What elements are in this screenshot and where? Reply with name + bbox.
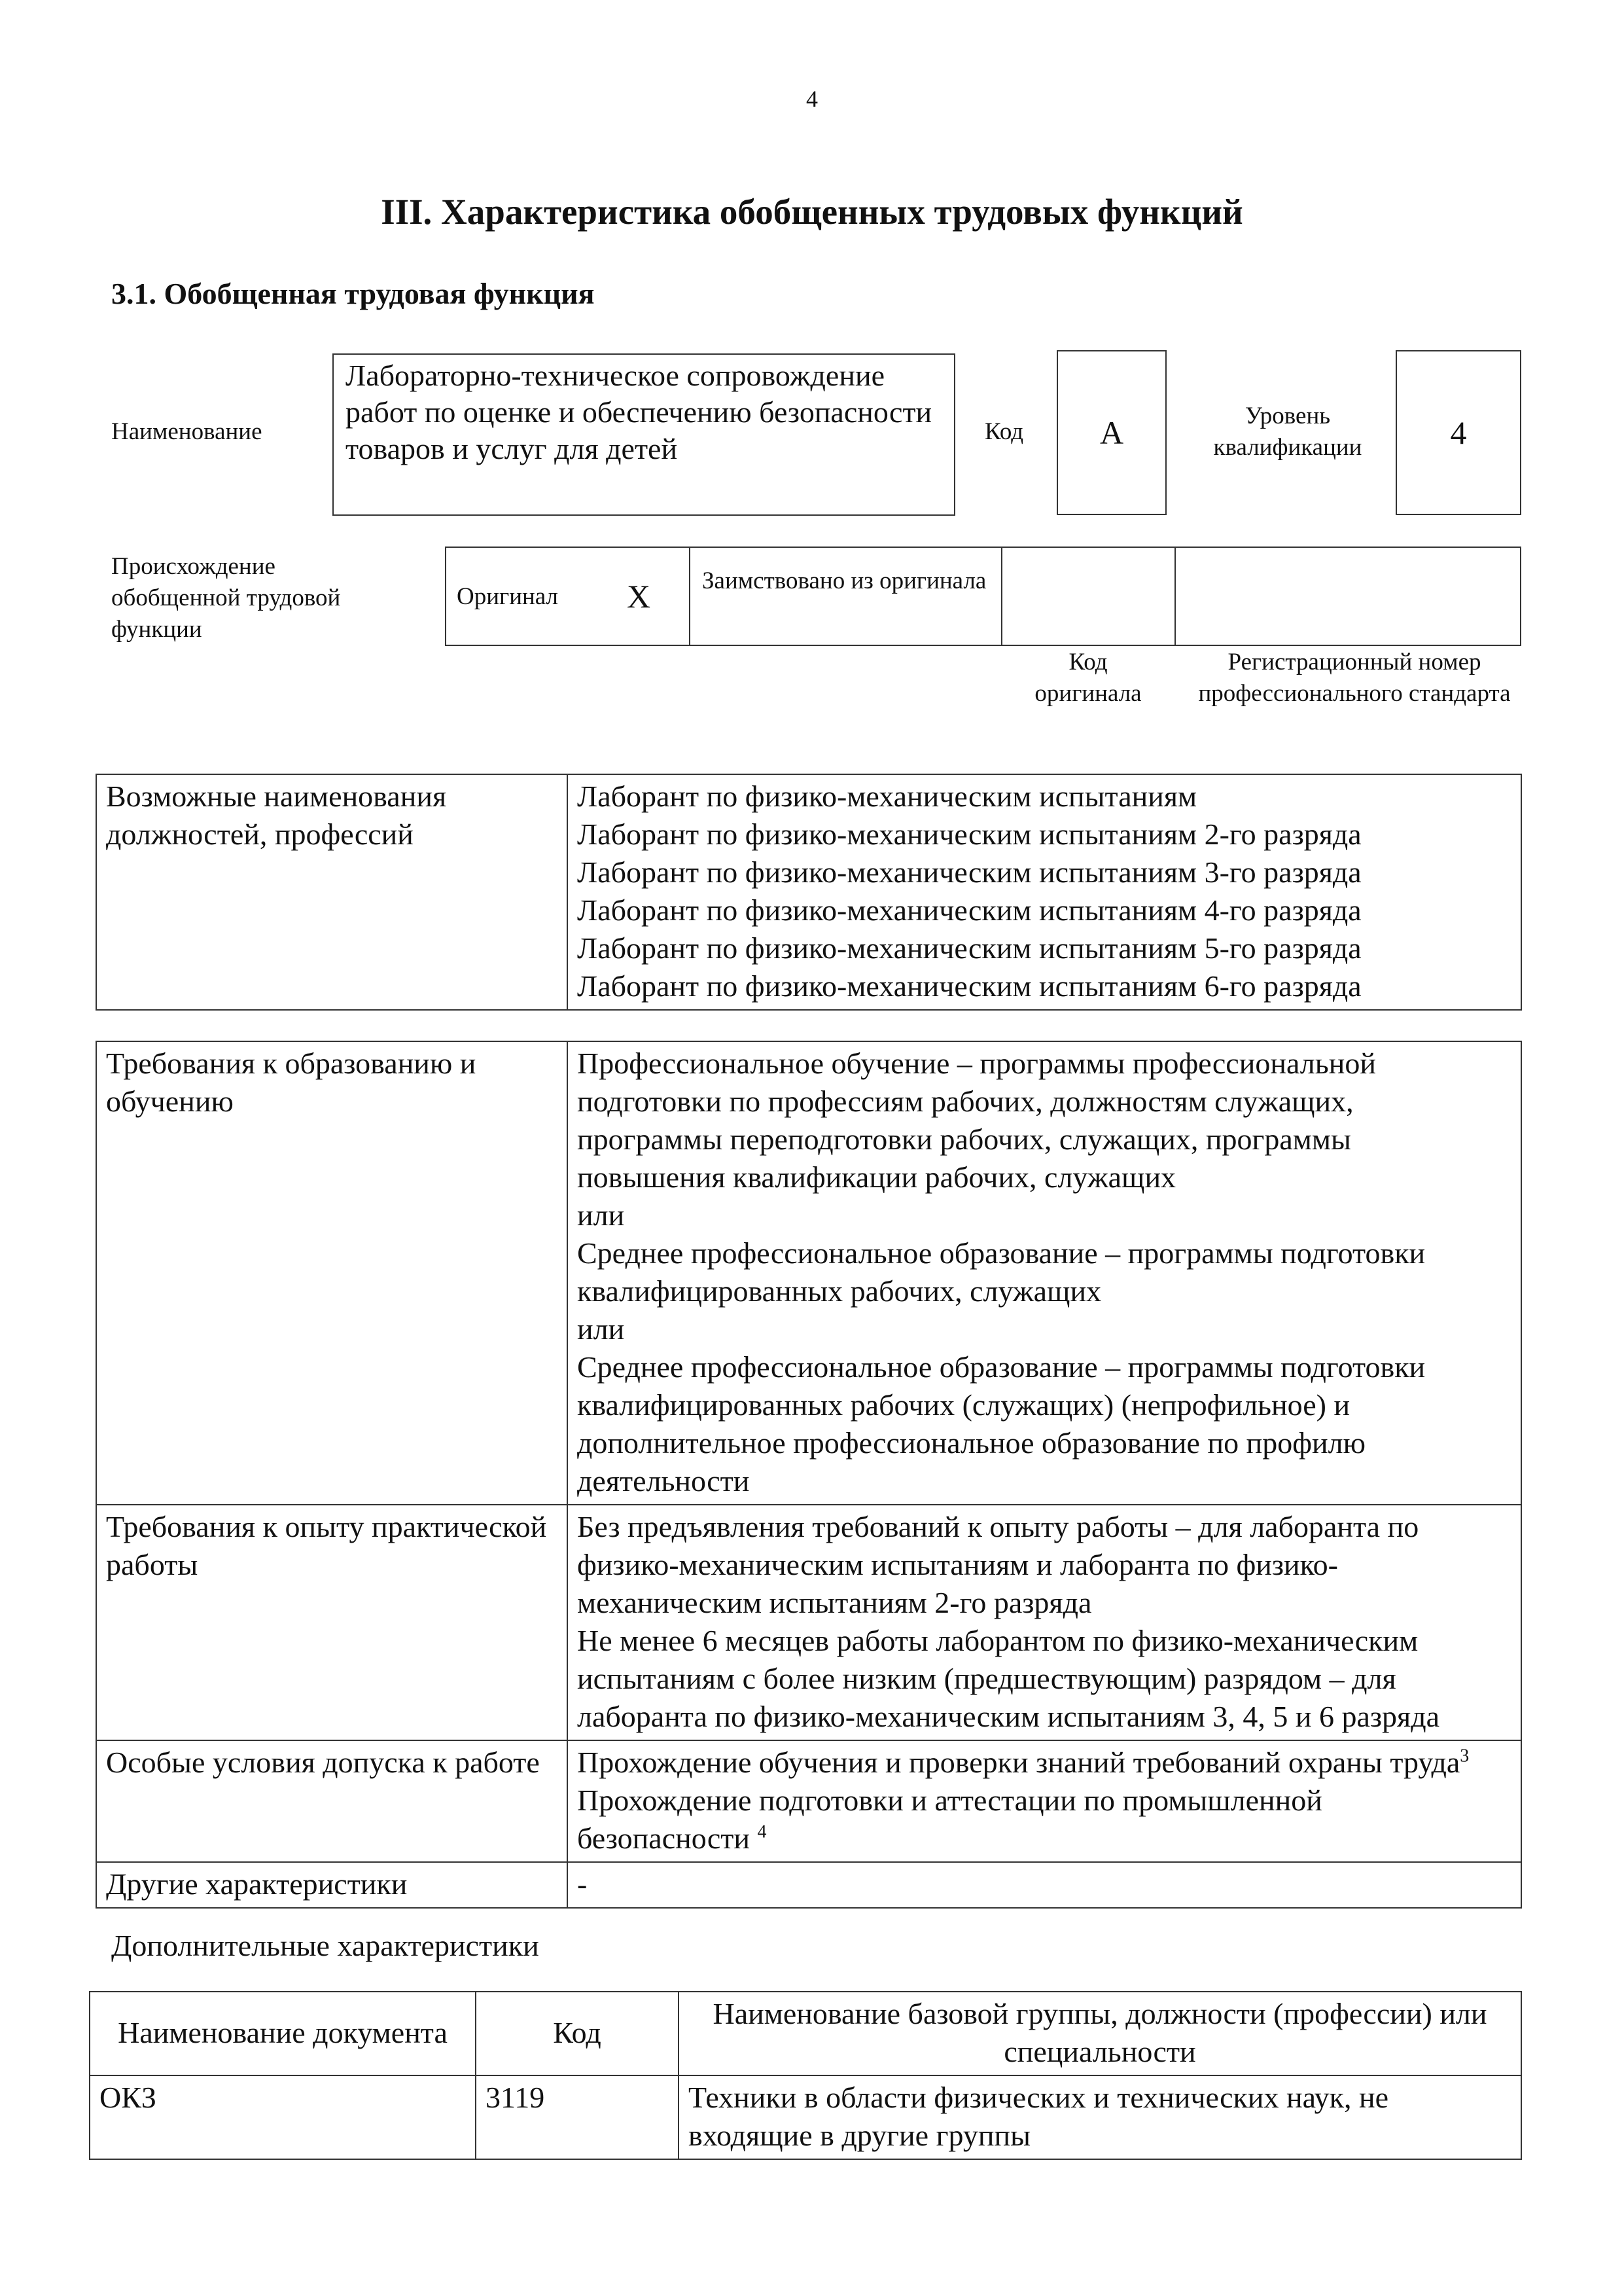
table-row [90,2075,1521,2159]
table-row [96,1740,1521,1862]
experience-line: Не менее 6 месяцев работы лаборантом по физико-механическим [577,1624,1419,1657]
special-condition-text: Прохождение обучения и проверки знаний требований охраны труда [577,1746,1460,1779]
education-line: подготовки по профессиям рабочих, должностям служащих, [577,1085,1354,1118]
subsection-title: 3.1. Обобщенная трудовая функция [111,277,595,310]
education-label: Требования к образованию и обучению [96,1041,567,1505]
header-code: Код [476,1992,679,2075]
code-label: Код [985,418,1024,445]
section-title: III. Характеристика обобщенных трудовых функций [381,192,1243,232]
table-row [90,1992,1521,2075]
origin-divider-1 [689,547,690,646]
footnote-mark: 3 [1460,1746,1470,1767]
education-line: повышения квалификации рабочих, служащих [577,1160,1176,1194]
experience-line: испытаниям с более низким (предшествующим) разрядом – для [577,1662,1396,1695]
level-value-box [1396,350,1521,515]
code-value-box [1057,350,1167,515]
education-line: или [577,1198,625,1232]
origin-divider-3 [1174,547,1176,646]
cell-code: 3119 [476,2075,679,2159]
experience-line: физико-механическим испытаниям и лаборанта по физико- [577,1548,1339,1581]
education-line: или [577,1312,625,1346]
reg-number-caption: Регистрационный номер профессионального стандарта [1198,649,1511,707]
table-row [96,1862,1521,1908]
position-item: Лаборант по физико-механическим испытаниям 6-го разряда [577,969,1362,1003]
experience-line: механическим испытаниям 2-го разряда [577,1586,1092,1619]
education-line: квалифицированных рабочих, служащих [577,1274,1102,1308]
code-original-caption: Код оригинала [1034,649,1142,707]
cell-group-name: Техники в области физических и технических наук, не входящие в другие группы [679,2075,1521,2159]
origin-label: Происхождение обобщенной трудовой функции [111,553,341,643]
level-value: 4 [1450,414,1467,451]
position-item: Лаборант по физико-механическим испытаниям [577,780,1197,813]
special-conditions-value [567,1740,1521,1862]
function-name: Лабораторно-техническое сопровождение работ по оценке и обеспечению безопасности товаров и услуг для детей [345,359,932,465]
code-value: А [1099,414,1124,451]
original-label: Оригинал [457,583,559,610]
origin-divider-2 [1001,547,1002,646]
special-condition-text: безопасности [577,1821,758,1855]
table-row [96,774,1521,1010]
education-value [567,1041,1521,1505]
table-row [96,1041,1521,1505]
education-line: Среднее профессиональное образование – программы подготовки [577,1236,1426,1270]
page-number: 4 [806,86,818,112]
cell-document: ОКЗ [90,2075,476,2159]
other-value: - [567,1862,1521,1908]
footnote-mark: 4 [757,1821,767,1842]
header-document: Наименование документа [90,1992,476,2075]
original-mark: Х [627,578,651,615]
position-item: Лаборант по физико-механическим испытаниям 2-го разряда [577,817,1362,851]
experience-line: лаборанта по физико-механическим испытаниям 3, 4, 5 и 6 разряда [577,1700,1440,1733]
position-item: Лаборант по физико-механическим испытаниям 4-го разряда [577,893,1362,927]
function-name-box [332,353,955,516]
table-row [96,1505,1521,1740]
experience-line: Без предъявления требований к опыту работы – для лаборанта по [577,1510,1419,1543]
special-conditions-label: Особые условия допуска к работе [96,1740,567,1862]
education-line: дополнительное профессиональное образование по профилю [577,1426,1366,1460]
education-line: деятельности [577,1464,750,1498]
special-condition-line [577,1820,1511,1857]
experience-label: Требования к опыту практической работы [96,1505,567,1740]
positions-list [567,774,1521,1010]
other-label: Другие характеристики [96,1862,567,1908]
position-item: Лаборант по физико-механическим испытаниям 5-го разряда [577,931,1362,965]
additional-table [89,1991,1522,2160]
education-line: Среднее профессиональное образование – программы подготовки [577,1350,1426,1384]
positions-label: Возможные наименования должностей, профессий [96,774,567,1010]
special-condition-line: Прохождение подготовки и аттестации по промышленной [577,1784,1322,1817]
education-line: квалифицированных рабочих (служащих) (непрофильное) и [577,1388,1350,1422]
requirements-table [96,1041,1522,1909]
special-condition-line [577,1744,1511,1782]
level-label: Уровень квалификации [1213,403,1362,461]
borrowed-label: Заимствовано из оригинала [702,567,987,594]
experience-value [567,1505,1521,1740]
education-line: программы переподготовки рабочих, служащих, программы [577,1122,1351,1156]
name-label: Наименование [111,418,262,445]
education-line: Профессиональное обучение – программы профессиональной [577,1047,1376,1080]
positions-table [96,774,1522,1011]
position-item: Лаборант по физико-механическим испытаниям 3-го разряда [577,855,1362,889]
additional-title: Дополнительные характеристики [111,1929,539,1962]
header-group-name: Наименование базовой группы, должности (профессии) или специальности [679,1992,1521,2075]
